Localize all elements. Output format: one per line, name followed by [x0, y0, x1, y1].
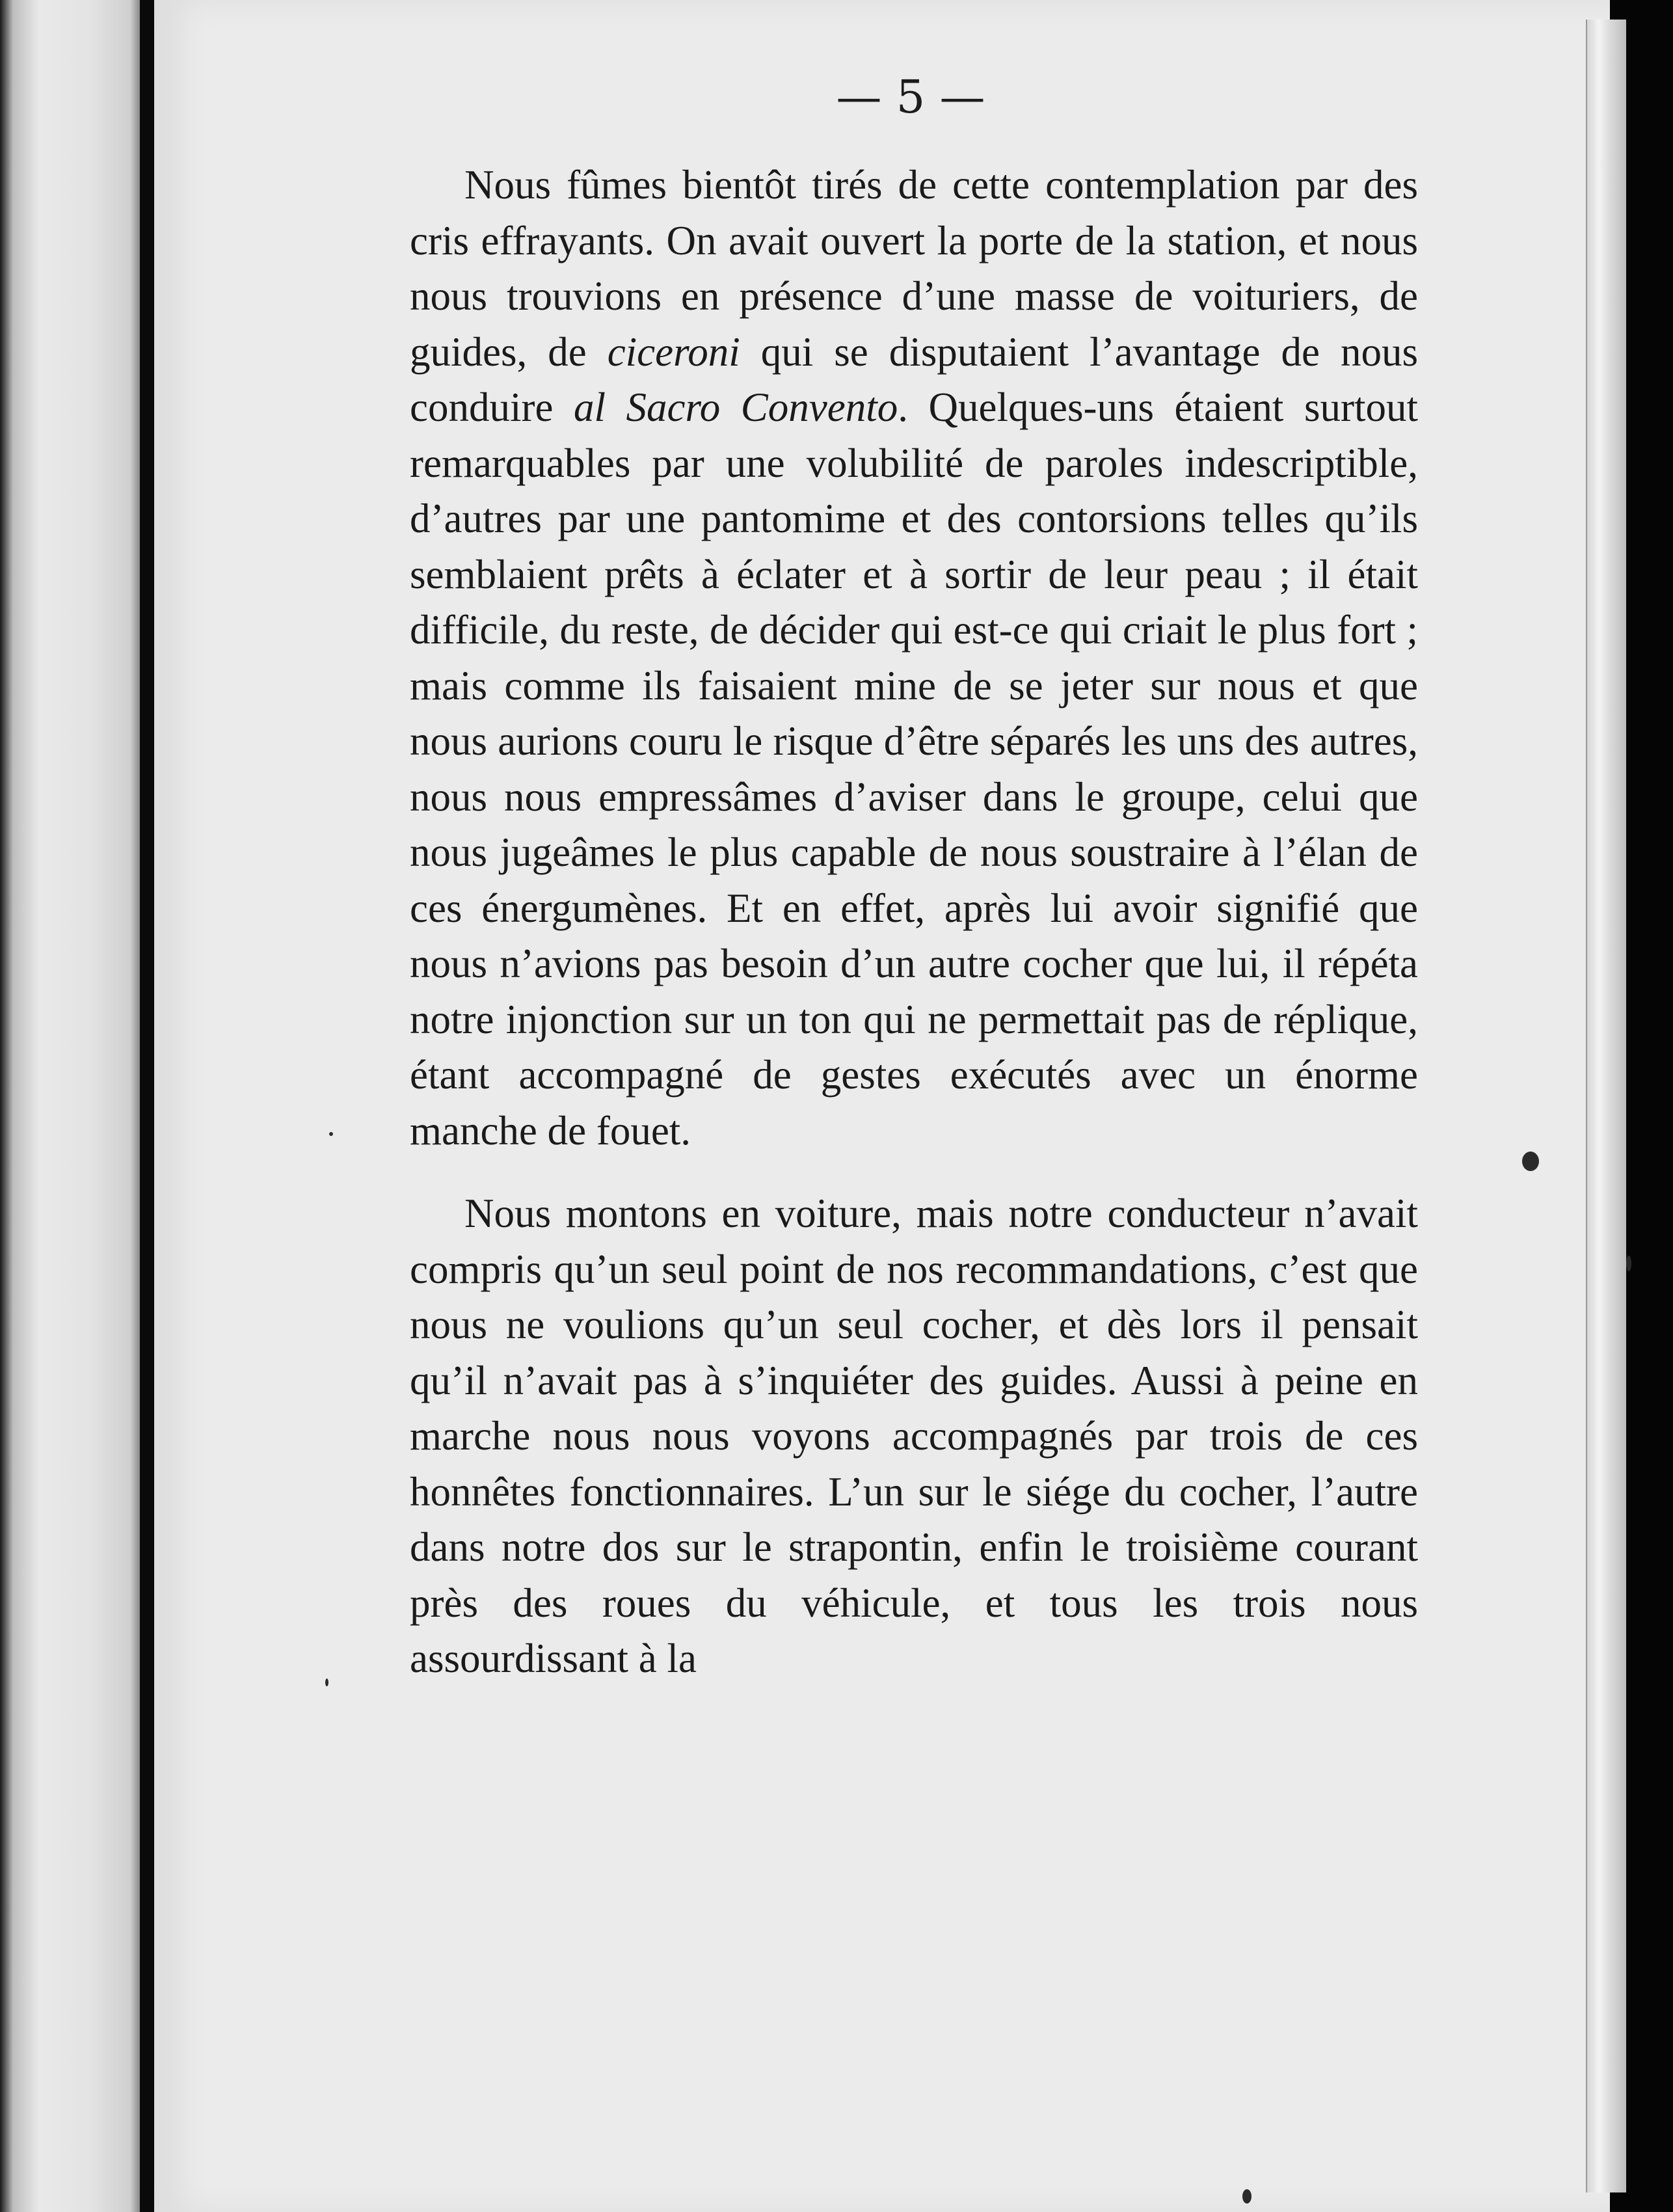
- page-body: [410, 157, 1418, 1687]
- scan-speck: [1626, 1256, 1631, 1271]
- previous-page-edge: [0, 0, 140, 2212]
- paragraph: [410, 1186, 1418, 1687]
- scan-speck: [325, 1679, 328, 1686]
- scan-speck: [329, 1132, 333, 1136]
- scan-speck: [1522, 1152, 1539, 1171]
- italic-text: ciceroni: [607, 329, 740, 375]
- text-segment: Nous montons en voiture, mais notre conducteur n’avait compris qu’un seul point de nos recommandations, c’est que nous ne voulions qu’un seul cocher, et dès lors il pensait qu’il n’avait pas à s’inquiéter des guides. Aussi à peine en marche nous nous voyons accompagnés par trois de ces honnêtes fonctionnaires. L’un sur le siége du cocher, l’autre dans notre dos sur le strapontin, enfin le troisième courant près des roues du véhicule, et tous les trois nous assourdissant à la: [410, 1191, 1418, 1681]
- text-segment: qui se disputaient l’avantage de nous conduire: [410, 329, 1418, 430]
- book-gutter: [140, 0, 154, 2212]
- text-segment: . Quelques-uns étaient surtout remarquables par une volubilité de paroles indescriptible, d’autres par une pantomime et des contorsions telles qu’ils semblaient prêts à éclater et à sortir de leur peau ; il était difficile, du reste, de décider qui est-ce qui criait le plus fort ; mais comme ils faisaient mine de se jeter sur nous et que nous aurions couru le risque d’être séparés les uns des autres, nous nous empressâmes d’aviser dans le groupe, celui que nous jugeâmes le plus capable de nous soustraire à l’élan de ces énergumènes. Et en effet, après lui avoir signifié que nous n’avions pas besoin d’un autre cocher que lui, il répéta notre injonction sur un ton qui ne permettait pas de réplique, étant accompagné de gestes exécutés avec un énorme manche de fouet.: [410, 384, 1419, 1153]
- page-stack-edge: [1587, 20, 1626, 2192]
- italic-text: al Sacro Convento: [573, 384, 898, 430]
- page-number: — 5 —: [836, 70, 985, 124]
- text-segment: Nous fûmes bientôt tirés de cette contemplation par des cris effrayants. On avait ouvert la porte de la station, et nous nous trouvions en présence d’une masse de voituriers, de guides, de: [410, 162, 1418, 375]
- scan-speck: [1242, 2189, 1251, 2204]
- paragraph: [410, 157, 1418, 1159]
